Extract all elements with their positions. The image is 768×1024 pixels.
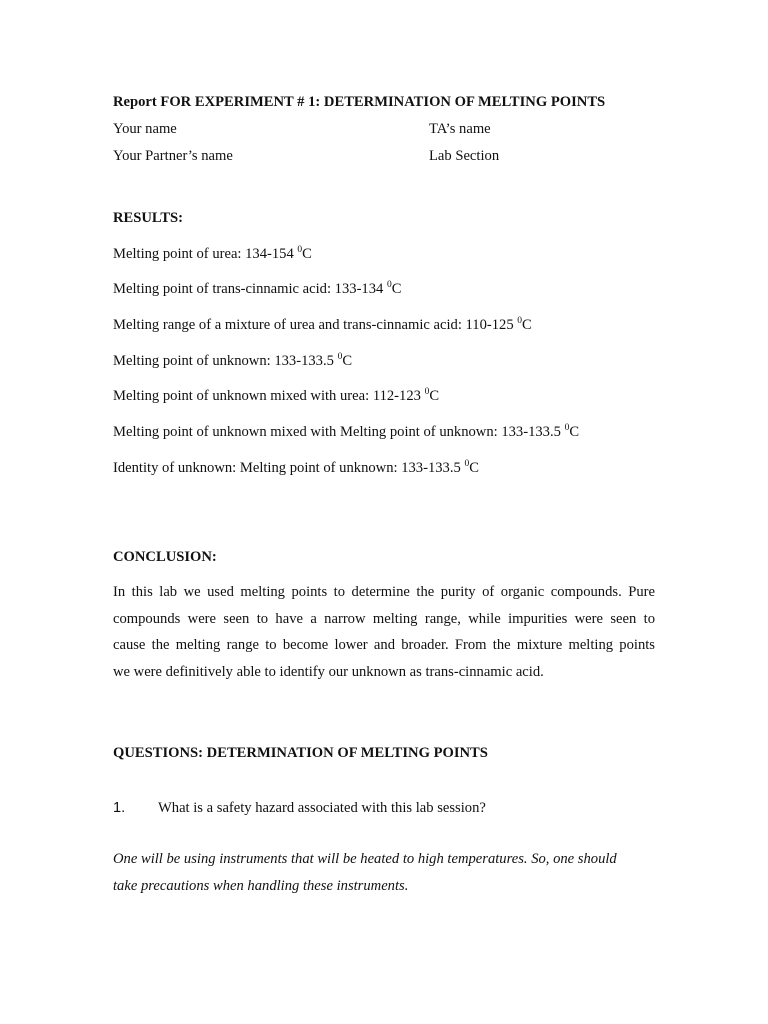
report-title: Report FOR EXPERIMENT # 1: DETERMINATION OF MELTING POINTS: [113, 94, 606, 110]
partner-name-label: Your Partner’s name: [113, 148, 233, 164]
answer-text: [113, 846, 653, 900]
question-number: 1.: [113, 800, 126, 816]
conclusion-heading: CONCLUSION:: [113, 549, 217, 565]
results-heading: RESULTS:: [113, 210, 184, 226]
questions-heading: QUESTIONS: DETERMINATION OF MELTING POINTS: [113, 745, 488, 761]
conclusion-line: In this lab we used melting points to determine the purity of organic compounds. Pure: [113, 584, 655, 600]
conclusion-line: compounds were seen to have a narrow melting range, while impurities were seen to: [113, 610, 655, 627]
result-line: Melting point of unknown mixed with Melting point of unknown: 133-133.5 $^0$C: [113, 423, 580, 440]
result-line: Melting point of unknown mixed with urea: 112-123 $^0$C: [113, 387, 440, 404]
result-line: Melting range of a mixture of urea and trans-cinnamic acid: 110-125 $^0$C: [113, 316, 532, 333]
answer-line: take precautions when handling these instruments.: [113, 878, 409, 894]
your-name-label: Your name: [113, 121, 177, 137]
answer-line: One will be using instruments that will be heated to high temperatures. So, one should: [113, 851, 617, 867]
conclusion-paragraph: [113, 579, 655, 685]
conclusion-line: cause the melting range to become lower and broader. From the mixture melting points: [113, 637, 655, 654]
lab-section-label: Lab Section: [429, 148, 500, 164]
result-line: Melting point of unknown: 133-133.5 $^0$C: [113, 352, 353, 369]
ta-name-label: TA’s name: [429, 121, 491, 137]
question-text: What is a safety hazard associated with this lab session?: [158, 800, 486, 816]
conclusion-line: we were definitively able to identify our unknown as trans-cinnamic acid.: [113, 663, 544, 680]
result-line: Melting point of urea: 134-154 $^0$C: [113, 245, 312, 262]
result-line: Identity of unknown: Melting point of unknown: 133-133.5 $^0$C: [113, 459, 479, 476]
result-line: Melting point of trans-cinnamic acid: 133-134 $^0$C: [113, 280, 402, 297]
